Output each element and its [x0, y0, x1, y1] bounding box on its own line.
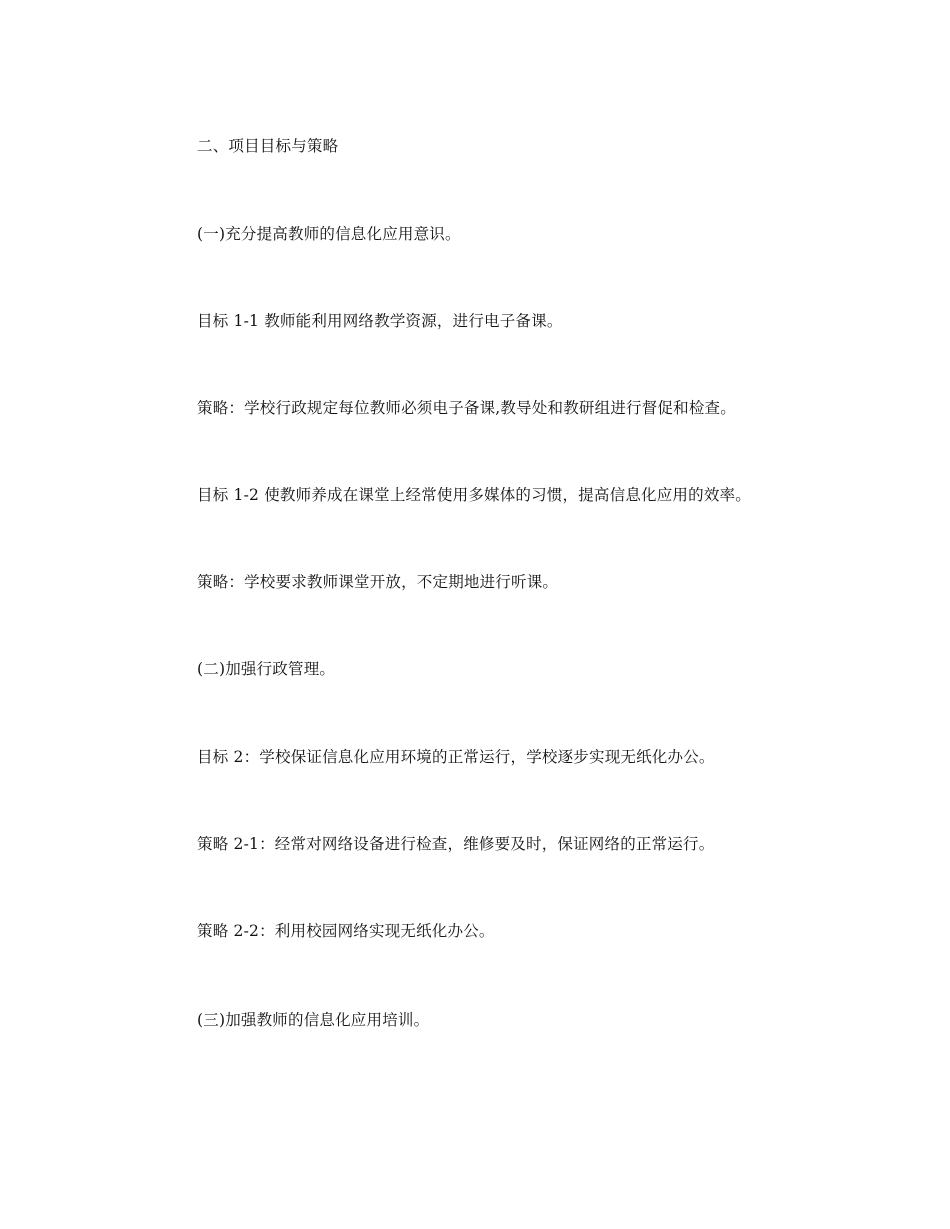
strategy-paragraph: 策略：学校要求教师课堂开放，不定期地进行听课。	[197, 573, 559, 591]
goal-paragraph: 目标 2：学校保证信息化应用环境的正常运行，学校逐步实现无纸化办公。	[197, 748, 715, 766]
subsection-heading: (三)加强教师的信息化应用培训。	[197, 1011, 430, 1029]
subsection-heading: (二)加强行政管理。	[197, 660, 336, 678]
goal-paragraph: 目标 1-2 使教师养成在课堂上经常使用多媒体的习惯，提高信息化应用的效率。	[197, 486, 751, 504]
subsection-heading: (一)充分提高教师的信息化应用意识。	[197, 225, 461, 243]
strategy-paragraph: 策略：学校行政规定每位教师必须电子备课,教导处和教研组进行督促和检查。	[197, 399, 736, 417]
goal-paragraph: 目标 1-1 教师能利用网络教学资源，进行电子备课。	[197, 312, 563, 330]
section-heading: 二、项目目标与策略	[197, 137, 339, 155]
strategy-paragraph: 策略 2-2：利用校园网络实现无纸化办公。	[197, 922, 495, 940]
strategy-paragraph: 策略 2-1：经常对网络设备进行检查，维修要及时，保证网络的正常运行。	[197, 835, 715, 853]
